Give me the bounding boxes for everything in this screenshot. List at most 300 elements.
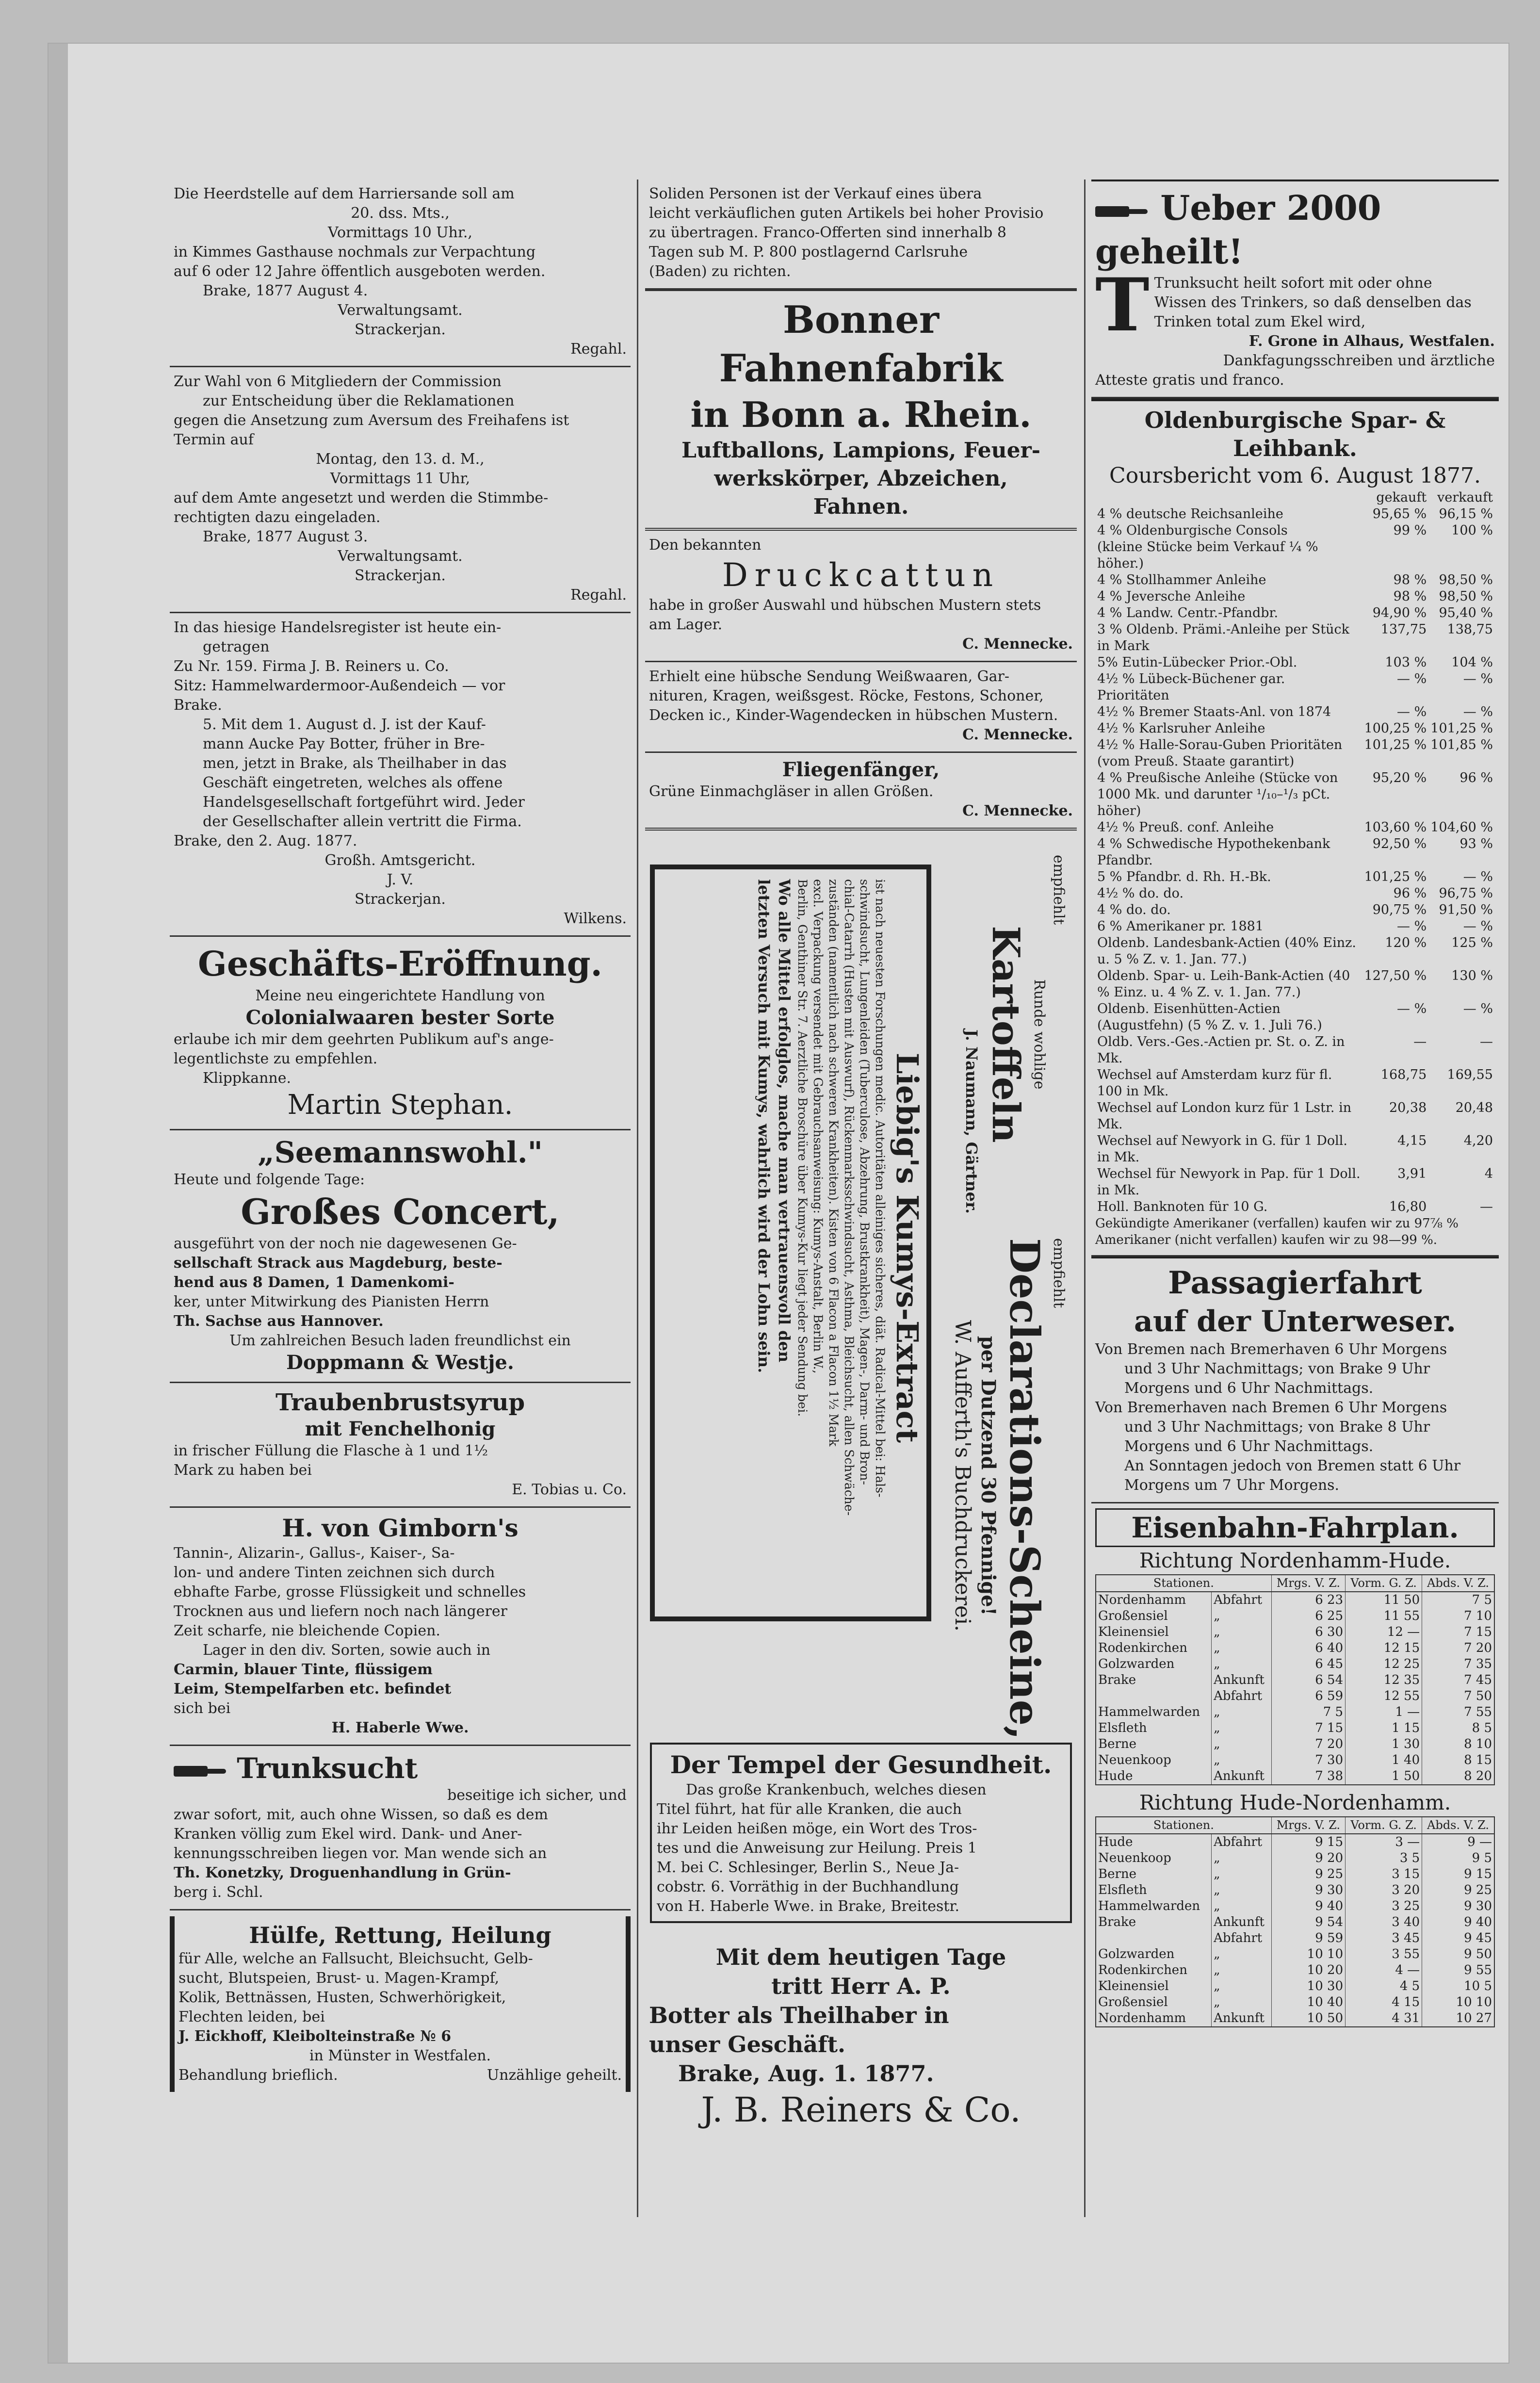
ad-title-row [1095, 186, 1495, 274]
table-row [1095, 1100, 1495, 1133]
price-gekauft: — [1413, 1034, 1427, 1049]
table-row [1096, 1752, 1494, 1768]
price-verkauft: 100 % [1451, 523, 1493, 538]
header-vormittags: Vorm. G. Z. [1345, 1575, 1422, 1592]
header-morgens: Mrgs. V. Z. [1271, 1575, 1345, 1592]
table-row [1096, 1930, 1494, 1946]
table-row [1095, 770, 1495, 819]
notice-line: Vormittags 10 Uhr., [328, 224, 472, 241]
ad-line: Wissen des Trinkers, so daß denselben das [1154, 294, 1472, 311]
ad-line: ihr Leiden heißen möge, ein Wort des Tros- [657, 1820, 977, 1837]
ad-line: Berlin, Genthiner Str. 7. Aerztliche Broschüre über Kumys-Kur liegt jeder Sendung bei. [795, 879, 810, 1417]
ad-title: Ueber 2000 geheilt! [1095, 188, 1381, 272]
security-name: Oldenb. Eisenhütten-Actien (Augustfehn) (5 % Z. v. 1. Juli 76.) [1097, 1001, 1322, 1033]
security-name: Wechsel auf London kurz für 1 Lstr. in Mk. [1097, 1100, 1352, 1132]
departure-type: „ [1212, 1656, 1272, 1672]
price-gekauft: 20,38 [1389, 1100, 1427, 1115]
time-morgens: 9 20 [1271, 1850, 1345, 1866]
time-morgens: 7 38 [1271, 1768, 1345, 1785]
notice-line: Brake. [174, 697, 222, 714]
notice-line: Montag, den 13. d. M., [316, 451, 485, 468]
table-row [1095, 1199, 1495, 1215]
ad-line: lon- und andere Tinten zeichnen sich durch [174, 1564, 495, 1581]
price-gekauft: 16,80 [1389, 1199, 1427, 1214]
ad-date: Brake, Aug. 1. 1877. [678, 2060, 934, 2087]
table-row [1096, 1624, 1494, 1640]
price-gekauft: 90,75 % [1372, 902, 1427, 917]
ad-liebig-kumys-extract [650, 865, 931, 1621]
time-abends: 7 5 [1422, 1592, 1494, 1608]
time-abends: 7 10 [1422, 1608, 1494, 1624]
notice-line: gegen die Ansetzung zum Aversum des Freihafens ist [174, 412, 569, 429]
pointing-hand-icon [174, 1761, 227, 1780]
ad-line: per Dutzend 30 Pfennige! [977, 1336, 1000, 1616]
header-stationen: Stationen. [1096, 1575, 1271, 1592]
notice-line: Zur Wahl von 6 Mitgliedern der Commission [174, 373, 502, 390]
time-abends: 10 5 [1422, 1978, 1494, 1994]
ad-name: W. Aufferth's Buchdruckerei. [950, 1320, 975, 1632]
station-name: Hammelwarden [1096, 1898, 1212, 1914]
price-verkauft: 93 % [1459, 836, 1493, 851]
ad-place: Klippkanne. [203, 1070, 292, 1087]
ad-line: Trocknen aus und liefern noch nach längerer [174, 1603, 507, 1620]
table-row [1095, 506, 1495, 522]
notice-line: Termin auf [174, 431, 254, 448]
notice-line: Zu Nr. 159. Firma J. B. Reiners u. Co. [174, 658, 449, 675]
station-name: Kleinensiel [1096, 1978, 1212, 1994]
ad-line: werkskörper, Abzeichen, [714, 466, 1008, 491]
departure-type: „ [1212, 1978, 1272, 1994]
ad-title: Liebig's Kumys-Extract [890, 1052, 925, 1443]
security-name: Wechsel auf Amsterdam kurz für fl. 100 in Mk. [1097, 1067, 1332, 1099]
table-header-row [1096, 1575, 1494, 1592]
time-vormittags: 4 5 [1345, 1978, 1422, 1994]
notice-line: men, jetzt in Brake, als Theilhaber in das [203, 755, 507, 772]
page-binding [49, 44, 68, 2363]
table-row [1096, 1592, 1494, 1608]
station-name: Rodenkirchen [1096, 1962, 1212, 1978]
station-name [1096, 1930, 1212, 1946]
ad-line: Kranken völlig zum Ekel wird. Dank- und Aner- [174, 1826, 522, 1843]
security-name: 3 % Oldenb. Prämi.-Anleihe per Stück in Mark [1097, 622, 1350, 653]
ad-soliden-personen [645, 180, 1077, 290]
table-row [1095, 1133, 1495, 1166]
ad-line: kennungsschreiben liegen vor. Man wende sich an [174, 1845, 547, 1862]
price-gekauft [1362, 539, 1429, 572]
price-gekauft: 127,50 % [1364, 968, 1427, 983]
station-name: Großensiel [1096, 1608, 1212, 1624]
ad-line: am Lager. [649, 616, 723, 633]
notice-place: Brake, 1877 August 4. [203, 282, 368, 299]
column-1 [170, 180, 631, 2092]
ad-line: Trinken total zum Ekel wird, [1154, 313, 1366, 330]
table-row [1096, 1834, 1494, 1850]
rotated-ads-region [645, 845, 1077, 1738]
price-verkauft: 98,50 % [1439, 572, 1493, 588]
price-verkauft: 104 % [1451, 655, 1493, 670]
table-row [1096, 2010, 1494, 2027]
time-vormittags: 1 40 [1345, 1752, 1422, 1768]
notice-line: Geschäft eingetreten, welches als offene [203, 774, 503, 791]
header-vormittags: Vorm. G. Z. [1345, 1817, 1422, 1834]
ad-line: in frischer Füllung die Flasche à 1 und 1½ [174, 1442, 488, 1459]
security-name: 4 % Stollhammer Anleihe [1097, 572, 1266, 588]
table-row [1096, 1656, 1494, 1672]
time-abends: 9 5 [1422, 1850, 1494, 1866]
notice-signature: Regahl. [570, 341, 627, 358]
security-name: 4 % deutsche Reichsanleihe [1097, 506, 1283, 522]
notice-signature: J. V. [387, 871, 414, 888]
time-abends: 9 30 [1422, 1898, 1494, 1914]
price-verkauft: — % [1463, 869, 1493, 884]
notice-office: Großh. Amtsgericht. [324, 852, 476, 869]
time-morgens: 6 25 [1271, 1608, 1345, 1624]
time-morgens: 6 23 [1271, 1592, 1345, 1608]
ad-line: sucht, Blutspeien, Brust- u. Magen-Krampf, [178, 1970, 500, 1987]
table-row [1095, 720, 1495, 737]
price-gekauft: 4,15 [1397, 1133, 1427, 1148]
ad-name: H. Haberle Wwe. [331, 1719, 469, 1736]
ad-line: letzten Versuch mit Kumys, wahrlich wird der Lohn sein. [755, 879, 773, 1373]
ad-line: Meine neu eingerichtete Handlung von [255, 987, 545, 1004]
departure-type: „ [1212, 1640, 1272, 1656]
station-name: Berne [1096, 1736, 1212, 1752]
ad-line: Lager in den div. Sorten, sowie auch in [203, 1642, 491, 1659]
ad-title: Fliegenfänger, [782, 758, 940, 781]
time-vormittags: 3 55 [1345, 1946, 1422, 1962]
coursbericht [1091, 398, 1499, 1257]
price-verkauft: — [1480, 1034, 1493, 1049]
station-name: Rodenkirchen [1096, 1640, 1212, 1656]
ad-line: Th. Sachse aus Hannover. [174, 1313, 384, 1330]
fahrplan-direction: Richtung Hude-Nordenhamm. [1139, 1791, 1451, 1814]
price-gekauft: 100,25 % [1364, 721, 1427, 736]
ad-footer-row [178, 2066, 622, 2085]
ad-line: sellschaft Strack aus Magdeburg, beste- [174, 1255, 503, 1272]
ad-line: ebhafte Farbe, grosse Flüssigkeit und schnelles [174, 1583, 526, 1600]
ad-line: tes und die Anweisung zur Heilung. Preis 1 [657, 1840, 977, 1857]
station-name: Berne [1096, 1866, 1212, 1882]
notice-line: zur Entscheidung über die Reklamationen [203, 392, 515, 409]
ad-title: „Seemannswohl." [258, 1136, 543, 1170]
station-name: Neuenkoop [1096, 1850, 1212, 1866]
ad-line: Flechten leiden, bei [178, 2008, 325, 2025]
time-abends: 7 15 [1422, 1624, 1494, 1640]
ad-name: J. Naumann, Gärtner. [962, 1029, 981, 1214]
table-row [1096, 1946, 1494, 1962]
departure-type: „ [1212, 1962, 1272, 1978]
security-name: 4½ % do. do. [1097, 886, 1184, 901]
ad-huelfe-rettung [170, 1916, 631, 2092]
ad-line: Kolik, Bettnässen, Husten, Schwerhörigkeit, [178, 1989, 506, 2006]
ad-line: Trunksucht heilt sofort mit oder ohne [1154, 275, 1432, 292]
time-vormittags: 11 50 [1345, 1592, 1422, 1608]
station-name: Golzwarden [1096, 1656, 1212, 1672]
departure-type: „ [1212, 1882, 1272, 1898]
table-row [1095, 935, 1495, 968]
ad-line: berg i. Schl. [174, 1884, 263, 1901]
security-name: Wechsel für Newyork in Pap. für 1 Doll. in Mk. [1097, 1166, 1361, 1198]
time-abends: 8 10 [1422, 1736, 1494, 1752]
table-row [1096, 1994, 1494, 2010]
time-abends: 10 27 [1422, 2010, 1494, 2027]
table-row [1095, 621, 1495, 654]
security-name: 4 % Oldenburgische Consols [1097, 523, 1288, 538]
notice-signature: Strackerjan. [355, 567, 446, 584]
station-name: Kleinensiel [1096, 1624, 1212, 1640]
time-morgens: 6 54 [1271, 1672, 1345, 1688]
notice-line: getragen [203, 638, 270, 655]
time-vormittags: 1 15 [1345, 1720, 1422, 1736]
fahrplan-title: Eisenbahn-Fahrplan. [1095, 1508, 1495, 1547]
ad-line: Titel führt, hat für alle Kranken, die auch [657, 1801, 962, 1818]
ad-line: Botter als Theilhaber in [649, 2002, 949, 2028]
station-name: Neuenkoop [1096, 1752, 1212, 1768]
time-morgens: 9 25 [1271, 1866, 1345, 1882]
notice-line: Vormittags 11 Uhr, [330, 470, 470, 487]
time-morgens: 9 15 [1271, 1834, 1345, 1850]
ad-line: Wo alle Mittel erfolglos, mache man vertrauensvoll den [775, 879, 794, 1363]
ad-fliegenfaenger [645, 753, 1077, 831]
time-abends: 9 — [1422, 1834, 1494, 1850]
security-name: 6 % Amerikaner pr. 1881 [1097, 919, 1264, 934]
table-header-row [1096, 1817, 1494, 1834]
table-row [1095, 836, 1495, 869]
notice-line: Sitz: Hammelwardermoor-Außendeich — vor [174, 677, 505, 694]
ad-line: Luftballons, Lampions, Feuer- [681, 438, 1041, 463]
table-row [1096, 1962, 1494, 1978]
ad-name: E. Tobias u. Co. [512, 1481, 627, 1498]
table-row [1095, 704, 1495, 720]
price-gekauft: 101,25 % [1364, 869, 1427, 884]
price-gekauft: 137,75 [1380, 622, 1427, 637]
ad-line: empfiehlt [1050, 855, 1067, 925]
security-name: 4 % do. do. [1097, 902, 1171, 917]
ad-line: Decken ic., Kinder-Wagendecken in hübschen Mustern. [649, 707, 1058, 724]
fahrplan-table-2 [1095, 1816, 1495, 2027]
ad-title: Hülfe, Rettung, Heilung [249, 1922, 551, 1948]
fahrplan [1091, 1503, 1499, 2034]
notice-line: in Kimmes Gasthause nochmals zur Verpachtung [174, 244, 536, 261]
ad-bonner-fahnenfabrik [645, 290, 1077, 531]
price-verkauft: 125 % [1451, 935, 1493, 950]
departure-type: „ [1212, 1898, 1272, 1914]
security-name: Oldenb. Landesbank-Actien (40% Einz. u. 5 % Z. v. 1. Jan. 77.) [1097, 935, 1356, 967]
departure-type: „ [1212, 1946, 1272, 1962]
ad-line: Morgens um 7 Uhr Morgens. [1124, 1477, 1340, 1494]
security-name: Oldb. Vers.-Ges.-Actien pr. St. o. Z. in Mk. [1097, 1034, 1345, 1066]
table-row [1096, 1672, 1494, 1688]
header-stationen: Stationen. [1096, 1817, 1271, 1834]
time-vormittags: 3 15 [1345, 1866, 1422, 1882]
time-vormittags: 1 — [1345, 1704, 1422, 1720]
ad-ueber-2000-geheilt [1091, 180, 1499, 398]
table-row [1096, 1608, 1494, 1624]
ad-line: schwindsucht, Lungenleiden (Tuberculose, Abzehrung, Brustkrankheit), Magen-, Darm- und Bron- [858, 879, 872, 1485]
time-vormittags: 12 35 [1345, 1672, 1422, 1688]
security-name: 4 % Preußische Anleihe (Stücke von 1000 Mk. und darunter ¹/₁₀–¹/₃ pCt. höher) [1097, 770, 1338, 818]
station-name: Brake [1096, 1914, 1212, 1930]
time-abends: 7 45 [1422, 1672, 1494, 1688]
price-verkauft: 95,40 % [1439, 605, 1493, 620]
ad-footer-left: Behandlung brieflich. [178, 2067, 338, 2084]
table-header-row [1095, 490, 1495, 506]
price-verkauft: — [1480, 1199, 1493, 1214]
price-gekauft: 103 % [1385, 655, 1427, 670]
departure-type: „ [1212, 1704, 1272, 1720]
price-gekauft: — % [1397, 704, 1427, 719]
station-name: Großensiel [1096, 1994, 1212, 2010]
price-gekauft: 101,25 % [1364, 737, 1427, 752]
ad-name: Doppmann & Westje. [286, 1351, 514, 1374]
time-abends: 8 15 [1422, 1752, 1494, 1768]
security-name: (kleine Stücke beim Verkauf ¼ % höher.) [1097, 539, 1318, 571]
time-abends: 9 40 [1422, 1914, 1494, 1930]
time-morgens: 6 59 [1271, 1688, 1345, 1704]
ad-line: Th. Konetzky, Droguenhandlung in Grün- [174, 1864, 511, 1881]
ad-line: Erhielt eine hübsche Sendung Weißwaaren, Gar- [649, 668, 1009, 685]
security-name: 4½ % Halle-Sorau-Guben Prioritäten (vom Preuß. Staate garantirt) [1097, 737, 1343, 769]
ad-line: (Baden) zu richten. [649, 263, 791, 280]
departure-type: Abfahrt [1212, 1834, 1272, 1850]
departure-type: „ [1212, 1624, 1272, 1640]
notice-line: der Gesellschafter allein vertritt die Firma. [203, 813, 522, 830]
price-verkauft: — % [1463, 704, 1493, 719]
departure-type: Ankunft [1212, 2010, 1272, 2027]
ad-line: für Alle, welche an Fallsucht, Bleichsucht, Gelb- [178, 1950, 533, 1967]
notice-line: rechtigten dazu eingeladen. [174, 509, 381, 526]
ad-line: Mark zu haben bei [174, 1462, 312, 1479]
departure-type: Abfahrt [1212, 1930, 1272, 1946]
table-row [1095, 539, 1495, 572]
time-abends: 7 55 [1422, 1704, 1494, 1720]
time-morgens: 10 30 [1271, 1978, 1345, 1994]
ad-line: Grüne Einmachgläser in allen Größen. [649, 783, 934, 800]
ad-line: Soliden Personen ist der Verkauf eines übera [649, 185, 982, 202]
time-abends: 7 35 [1422, 1656, 1494, 1672]
time-morgens: 10 40 [1271, 1994, 1345, 2010]
notice-office: Verwaltungsamt. [338, 548, 463, 565]
ad-line: tritt Herr A. P. [771, 1973, 951, 1999]
ad-line: und 3 Uhr Nachmittags; von Brake 8 Uhr [1124, 1419, 1430, 1436]
column-rule [637, 180, 638, 2217]
departure-type: „ [1212, 1608, 1272, 1624]
declarations-rotated-content [949, 1238, 1068, 1740]
departure-type: „ [1212, 1736, 1272, 1752]
table-row [1096, 1914, 1494, 1930]
ad-footer-right: Unzählige geheilt. [486, 2067, 622, 2084]
time-vormittags: 3 5 [1345, 1850, 1422, 1866]
price-gekauft: 3,91 [1397, 1166, 1427, 1181]
table-row [1096, 1720, 1494, 1736]
ad-line: Morgens und 6 Uhr Nachmittags. [1124, 1438, 1374, 1455]
price-verkauft [1428, 539, 1495, 572]
ad-line: Fahnen. [813, 494, 909, 519]
security-name: 4½ % Lübeck-Büchener gar. Prioritäten [1097, 671, 1285, 703]
price-gekauft: 103,60 % [1364, 820, 1427, 835]
column-3 [1091, 180, 1499, 2034]
ad-line: Heute und folgende Tage: [174, 1171, 365, 1188]
notice-heerdstelle [170, 180, 631, 367]
ad-line: Atteste gratis und franco. [1095, 372, 1284, 389]
security-name: 4½ % Preuß. conf. Anleihe [1097, 820, 1274, 835]
ad-line: F. Grone in Alhaus, Westfalen. [1248, 333, 1495, 350]
ad-line: unser Geschäft. [649, 2031, 846, 2057]
table-row [1095, 1034, 1495, 1067]
notice-wahl [170, 367, 631, 613]
ad-line: ausgeführt von der noch nie dagewesenen Ge- [174, 1235, 517, 1252]
ad-line: zu übertragen. Franco-Offerten sind innerhalb 8 [649, 224, 1006, 241]
price-verkauft: 4 [1484, 1166, 1493, 1181]
column-rule [1084, 180, 1086, 2217]
ad-line: Das große Krankenbuch, welches diesen [686, 1781, 987, 1798]
table-row [1095, 522, 1495, 539]
time-morgens: 6 40 [1271, 1640, 1345, 1656]
price-verkauft: 96 % [1459, 770, 1493, 785]
ad-line: nituren, Kragen, weißsgest. Röcke, Festons, Schoner, [649, 687, 1044, 704]
departure-type: Abfahrt [1212, 1592, 1272, 1608]
ad-tempel-der-gesundheit [650, 1743, 1072, 1923]
time-abends: 8 5 [1422, 1720, 1494, 1736]
departure-type: Abfahrt [1212, 1688, 1272, 1704]
ad-title-row [174, 1751, 627, 1786]
station-name [1096, 1688, 1212, 1704]
notice-signature: Regahl. [570, 587, 627, 604]
departure-type: „ [1212, 1752, 1272, 1768]
price-verkauft: — % [1463, 671, 1493, 686]
ad-line: Von Bremerhaven nach Bremen 6 Uhr Morgens [1095, 1399, 1447, 1416]
notice-line: Die Heerdstelle auf dem Harriersande soll am [174, 185, 515, 202]
price-verkauft: 101,85 % [1430, 737, 1493, 752]
time-morgens: 10 10 [1271, 1946, 1345, 1962]
ad-trunksucht-konetzky [170, 1746, 631, 1910]
table-row [1095, 918, 1495, 935]
ad-subtitle: mit Fenchelhonig [305, 1418, 496, 1440]
table-row [1095, 885, 1495, 902]
ad-line: J. Eickhoff, Kleibolteinstraße № 6 [178, 2028, 452, 2045]
price-verkauft: — % [1463, 1001, 1493, 1016]
time-vormittags: 3 20 [1345, 1882, 1422, 1898]
table-row [1096, 1704, 1494, 1720]
time-vormittags: 4 15 [1345, 1994, 1422, 2010]
time-morgens: 7 30 [1271, 1752, 1345, 1768]
ad-geschaefts-eroeffnung [170, 937, 631, 1130]
table-row [1096, 1978, 1494, 1994]
station-name: Nordenhamm [1096, 1592, 1212, 1608]
time-vormittags: 1 30 [1345, 1736, 1422, 1752]
header-abends: Abds. V. Z. [1422, 1817, 1494, 1834]
time-morgens: 10 50 [1271, 2010, 1345, 2027]
time-abends: 9 15 [1422, 1866, 1494, 1882]
notice-line: Handelsgesellschaft fortgeführt wird. Jeder [203, 794, 525, 811]
ad-subtitle: Großes Concert, [241, 1191, 560, 1232]
ad-line: von H. Haberle Wwe. in Brake, Breitestr. [657, 1898, 959, 1915]
newspaper-page [49, 44, 1508, 2363]
price-verkauft: 96,15 % [1439, 506, 1493, 522]
price-verkauft: 101,25 % [1430, 721, 1493, 736]
notice-line: 20. dss. Mts., [351, 205, 450, 222]
station-name: Hude [1096, 1768, 1212, 1785]
price-verkauft: 91,50 % [1439, 902, 1493, 917]
ad-name: C. Mennecke. [962, 726, 1073, 743]
table-row [1095, 654, 1495, 671]
price-gekauft: 92,50 % [1372, 836, 1427, 851]
pointing-hand-icon [1095, 201, 1149, 221]
time-abends: 10 10 [1422, 1994, 1494, 2010]
column-2 [645, 180, 1077, 2138]
notice-signature: Strackerjan. [355, 321, 446, 338]
time-morgens: 9 59 [1271, 1930, 1345, 1946]
